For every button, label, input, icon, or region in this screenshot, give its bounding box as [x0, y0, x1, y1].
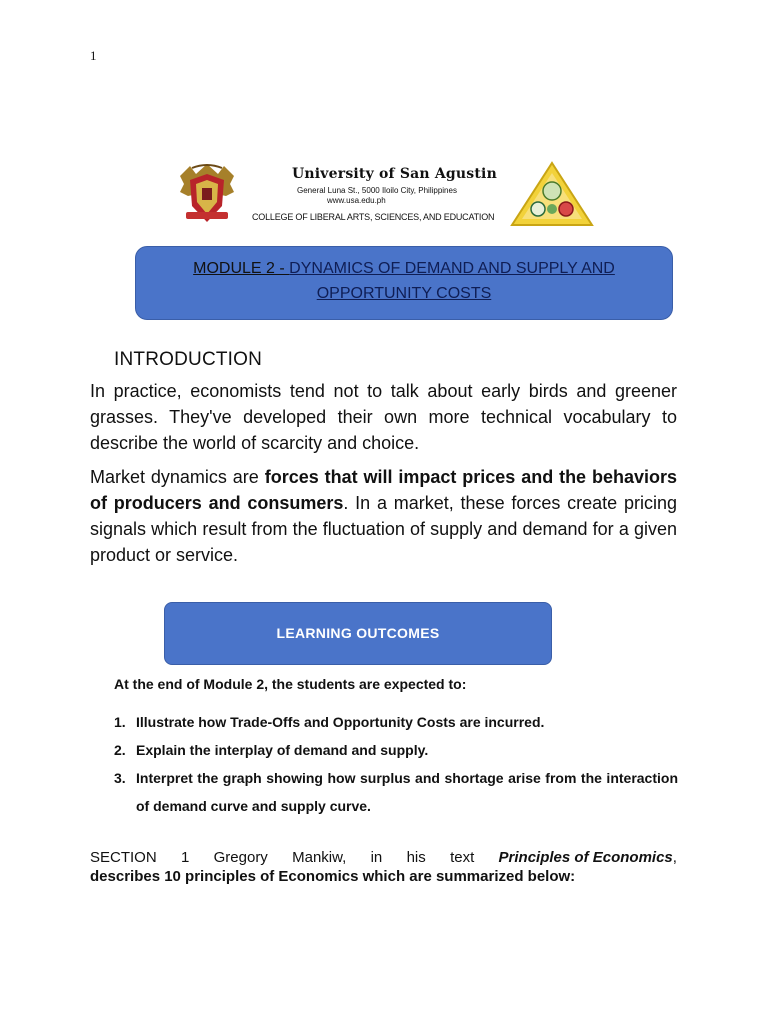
college-triangle-logo: [510, 161, 594, 229]
list-item: [114, 708, 678, 736]
section-1-paragraph: [90, 848, 677, 886]
university-website: www.usa.edu.ph: [327, 196, 386, 205]
para2-end: . In a market, these forces create pricing signals which result from the fluctuation of supply and demand for a given product or service.: [90, 493, 677, 565]
module-title-line1: DYNAMICS OF DEMAND AND SUPPLY AND: [289, 260, 615, 277]
university-address: General Luna St., 5000 Iloilo City, Philippines: [297, 186, 457, 195]
page-number: 1: [90, 48, 97, 63]
module-title: [150, 256, 658, 306]
list-item: [114, 764, 678, 820]
section-word: SECTION: [90, 849, 157, 866]
learning-outcomes-intro: At the end of Module 2, the students are expected to:: [114, 676, 467, 692]
section-1-line-2: describes 10 principles of Economics which are summarized below:: [90, 868, 576, 885]
module-title-line2: OPPORTUNITY COSTS: [316, 285, 492, 302]
para2-bold: forces that will impact prices and the behaviors of producers and consumers: [90, 467, 677, 513]
section-word: his: [406, 849, 426, 866]
section-word: text: [450, 849, 475, 866]
section-word: 1: [180, 849, 190, 866]
module-prefix: MODULE 2 -: [193, 260, 290, 277]
list-item-text: Explain the interplay of demand and supply.: [136, 742, 429, 758]
list-item-number: 1.: [114, 714, 126, 730]
list-item-number: 3.: [114, 770, 126, 786]
introduction-paragraph-1: In practice, economists tend not to talk about early birds and greener grasses. They've developed their own more technical vocabulary to describe the world of scarcity and choice.: [90, 381, 677, 453]
para2-start: Market dynamics are: [90, 467, 265, 487]
book-title: Principles of Economics: [498, 849, 673, 866]
university-name: University of San Agustin: [292, 166, 497, 182]
section-word: Mankiw,: [292, 849, 347, 866]
section-word: in: [370, 849, 383, 866]
university-seal-logo: [176, 162, 238, 228]
section-1-line-1: [90, 848, 677, 867]
learning-outcomes-heading: LEARNING OUTCOMES: [276, 625, 440, 641]
introduction-paragraph-2: [90, 464, 677, 568]
list-item: [114, 736, 678, 764]
book-title-wrap: [499, 848, 677, 867]
section-word: Gregory: [213, 849, 268, 866]
list-item-text: Interpret the graph showing how surplus and shortage arise from the interaction of demand curve and supply curve.: [136, 770, 678, 814]
list-item-number: 2.: [114, 742, 126, 758]
comma: ,: [672, 849, 677, 866]
college-name: COLLEGE OF LIBERAL ARTS, SCIENCES, AND EDUCATION: [252, 212, 495, 222]
introduction-heading: INTRODUCTION: [114, 349, 263, 370]
list-item-text: Illustrate how Trade-Offs and Opportunity Costs are incurred.: [136, 714, 545, 730]
learning-outcomes-list: [114, 708, 678, 820]
